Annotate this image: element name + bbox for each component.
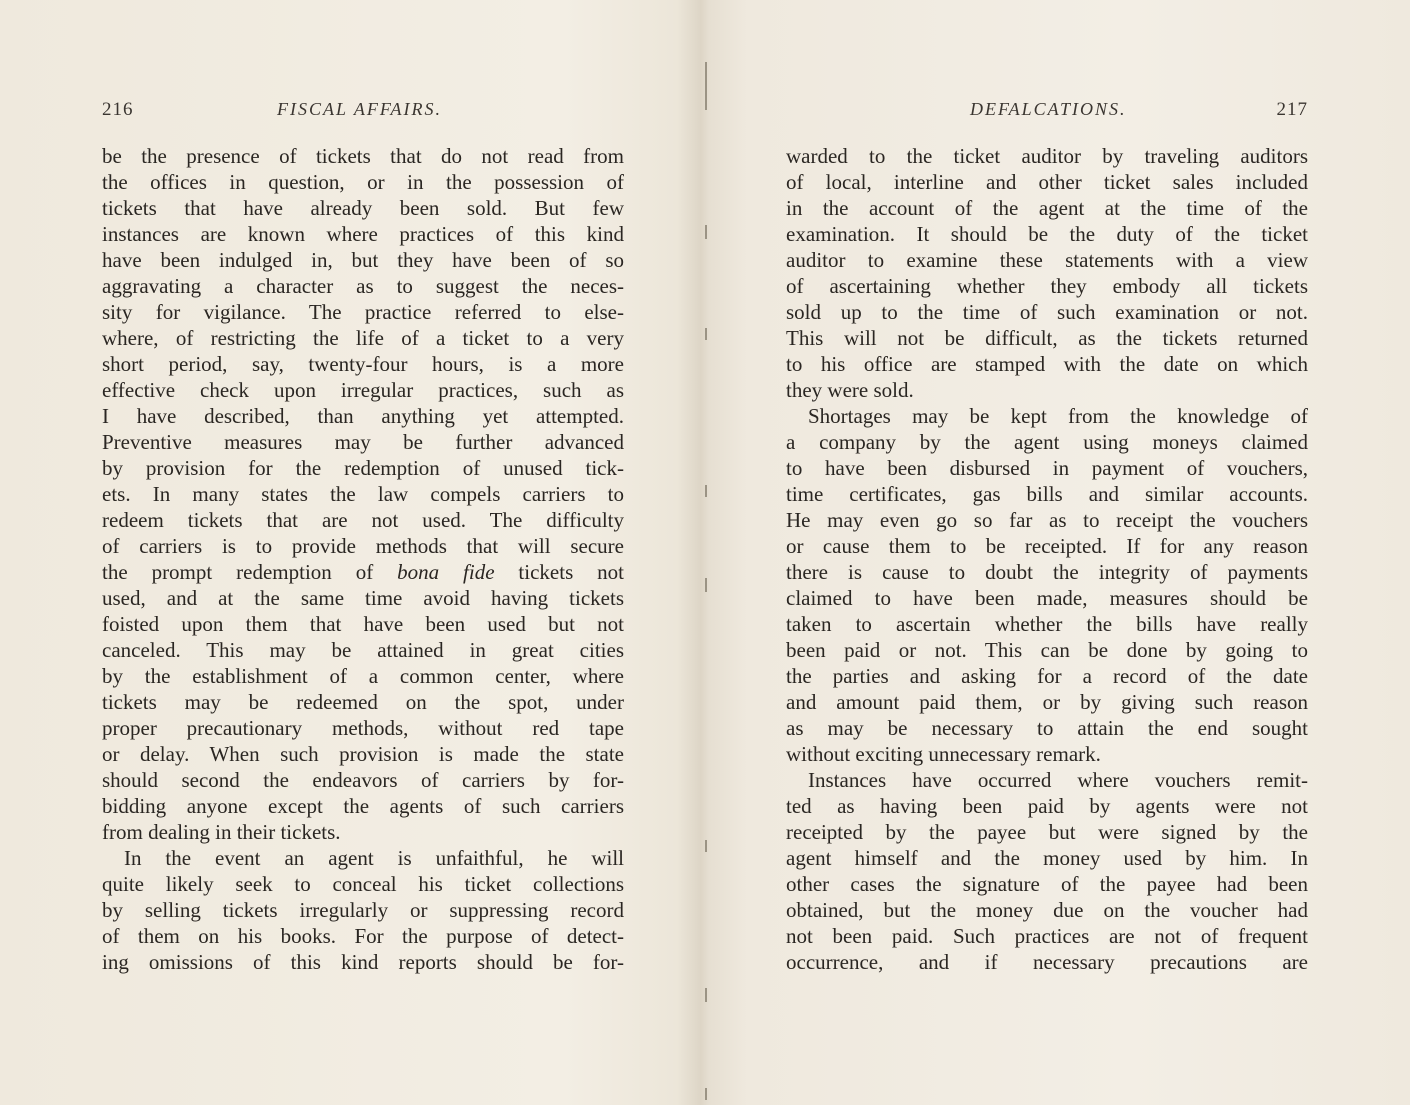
text-line: of ascertaining whether they embody all tickets [786, 274, 1308, 298]
text-line: short period, say, twenty-four hours, is a more [102, 352, 624, 376]
text-line: claimed to have been made, measures should be [786, 586, 1308, 610]
text-line: occurrence, and if necessary precautions are [786, 950, 1308, 974]
text-line: by the establishment of a common center, where [102, 664, 624, 688]
text-line: ted as having been paid by agents were not [786, 794, 1308, 818]
text-line: by provision for the redemption of unused tick- [102, 456, 624, 480]
text-line: the parties and asking for a record of the date [786, 664, 1308, 688]
text-line: instances are known where practices of this kind [102, 222, 624, 246]
gutter-binding-marks [700, 0, 714, 1105]
right-running-title: DEFALCATIONS. [970, 99, 1127, 119]
text-line: or delay. When such provision is made the state [102, 742, 624, 766]
text-line: used, and at the same time avoid having tickets [102, 586, 624, 610]
text-line: I have described, than anything yet attempted. [102, 404, 624, 428]
text-line: where, of restricting the life of a ticket to a very [102, 326, 624, 350]
text-line: of them on his books. For the purpose of detect- [102, 924, 624, 948]
text-line: been paid or not. This can be done by going to [786, 638, 1308, 662]
text-line: in the account of the agent at the time of the [786, 196, 1308, 220]
text-line: from dealing in their tickets. [102, 820, 341, 844]
text-line: without exciting unnecessary remark. [786, 742, 1101, 766]
left-running-title: FISCAL AFFAIRS. [277, 99, 442, 119]
text-line: effective check upon irregular practices, such as [102, 378, 624, 402]
text-line: examination. It should be the duty of the ticket [786, 222, 1308, 246]
text-line: sold up to the time of such examination or not. [786, 300, 1308, 324]
text-line: tickets that have already been sold. But few [102, 196, 624, 220]
text-line: they were sold. [786, 378, 914, 402]
right-page [786, 95, 1308, 975]
text-line: He may even go so far as to receipt the vouchers [786, 508, 1308, 532]
text-line: Instances have occurred where vouchers remit- [808, 768, 1308, 792]
bona-fide-line: the prompt redemption of bona fide tickets not [102, 560, 624, 584]
text-line: or cause them to be receipted. If for any reason [786, 534, 1308, 558]
text-line: not been paid. Such practices are not of frequent [786, 924, 1308, 948]
left-body-text [102, 143, 624, 975]
left-page-number: 216 [102, 99, 134, 120]
text-line: of carriers is to provide methods that will secure [102, 534, 624, 558]
text-line: be the presence of tickets that do not read from [102, 144, 624, 168]
text-line-italic-phrase [102, 559, 624, 585]
text-line: to have been disbursed in payment of vouchers, [786, 456, 1308, 480]
left-running-head [102, 95, 624, 123]
right-page-number: 217 [1276, 99, 1308, 120]
text-line: receipted by the payee but were signed by the [786, 820, 1308, 844]
text-line: taken to ascertain whether the bills have really [786, 612, 1308, 636]
text-line: have been indulged in, but they have been of so [102, 248, 624, 272]
text-line: there is cause to doubt the integrity of payments [786, 560, 1308, 584]
text-line: to his office are stamped with the date on which [786, 352, 1308, 376]
text-line: canceled. This may be attained in great cities [102, 638, 624, 662]
right-running-head [786, 95, 1308, 123]
text-line: time certificates, gas bills and similar accounts. [786, 482, 1308, 506]
text-line: In the event an agent is unfaithful, he will [124, 846, 624, 870]
text-line: ets. In many states the law compels carriers to [102, 482, 624, 506]
text-line: Shortages may be kept from the knowledge of [808, 404, 1308, 428]
text-line: other cases the signature of the payee had been [786, 872, 1308, 896]
text-line: of local, interline and other ticket sales included [786, 170, 1308, 194]
text-line: quite likely seek to conceal his ticket collections [102, 872, 624, 896]
text-line: proper precautionary methods, without red tape [102, 716, 624, 740]
text-line: tickets may be redeemed on the spot, under [102, 690, 624, 714]
left-page [102, 95, 624, 975]
text-line: warded to the ticket auditor by traveling auditors [786, 144, 1308, 168]
text-line: redeem tickets that are not used. The difficulty [102, 508, 624, 532]
text-line: auditor to examine these statements with a view [786, 248, 1308, 272]
text-line: as may be necessary to attain the end sought [786, 716, 1308, 740]
text-line: aggravating a character as to suggest the neces- [102, 274, 624, 298]
text-line: foisted upon them that have been used but not [102, 612, 624, 636]
text-line: Preventive measures may be further advanced [102, 430, 624, 454]
text-line: ing omissions of this kind reports should be for- [102, 950, 624, 974]
text-line: obtained, but the money due on the voucher had [786, 898, 1308, 922]
text-line: a company by the agent using moneys claimed [786, 430, 1308, 454]
text-line: by selling tickets irregularly or suppressing record [102, 898, 624, 922]
right-body-text [786, 143, 1308, 975]
text-line: This will not be difficult, as the tickets returned [786, 326, 1308, 350]
text-line: bidding anyone except the agents of such carriers [102, 794, 624, 818]
text-line: the offices in question, or in the possession of [102, 170, 624, 194]
italic-phrase: bona fide [397, 560, 495, 584]
text-line: should second the endeavors of carriers by for- [102, 768, 624, 792]
text-line: sity for vigilance. The practice referred to else- [102, 300, 624, 324]
text-line: agent himself and the money used by him. In [786, 846, 1308, 870]
text-line: and amount paid them, or by giving such reason [786, 690, 1308, 714]
